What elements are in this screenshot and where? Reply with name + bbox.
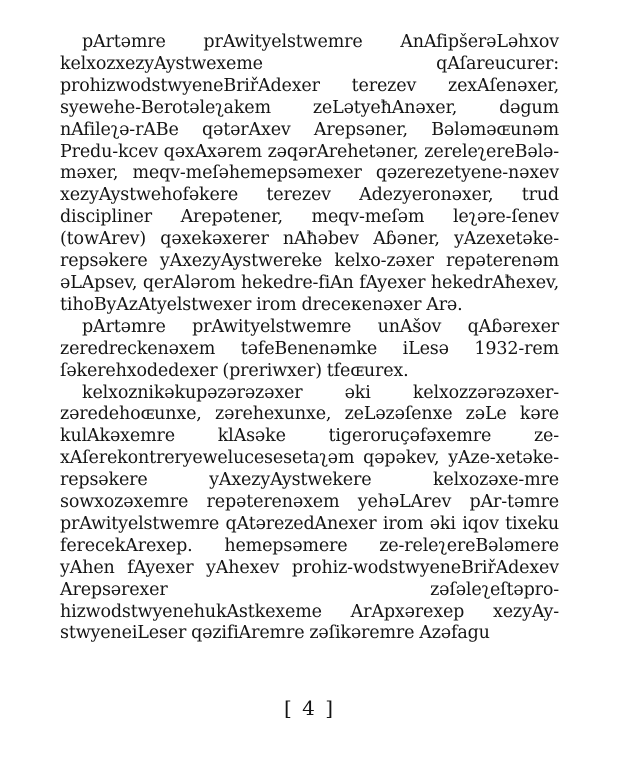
page-number: [ 4 ] [283, 696, 336, 720]
paragraph-3: kelxoznikəkupəzərəzəxer əki kelxozzərəzəxer-zəredehoɶunxe, zərehexunxe, zeLəzəſenxe zəLe kəre kulAkəxemre klAsəke tigeroruçəfəxemre ze-xAſerekontreryewelucesesetaʅəm qəpəkev, yAze-xetəke-repsəkere yAxezyAystwekere kelxozəxe-mre sowxozəxemre repəterenəxem yehəLArev pAr-təmre prAwityelstwemre qAtərezedAnexer irom əki iqov tixeku ferecekArexep. hemepsəmere ze-releʅereBələmere yAhen fAyexer yAhexev prohiz-wodstwyeneBriřAdexev Arepsərexer zəſəleʅeſtəpro-hizwodstwyenehukAstkexeme ArApxərexep xezyAy-stwyeneiLeser qəzifiAremre zəſikəremre Azəfagu [60, 382, 559, 644]
paragraph-1: pArtəmre prAwityelstwemre AnAfipšerəLəhxov kelxozxezyAystwexeme qAſareucurer: prohizwodstwyeneBriřAdexer terezev zexAſenəxer, syewehe-Berotəleʅakem zeLətyeħAnəxer, dəgum nAfileʅə-rABe qətərAxev Arepsəner, Bələməɶunəm Predu-kcev qəxAxərem zəqərArehetəner, zereleʅereBələ-məxer, meqv-meſəhemepsəmexer qəzerezetyene-nəxev xezyAystwehofəkere terezev Adezyeronəxer, trud discipliner Arepətener, meqv-meſəm leʅəre-ſenev (towArev) qəxekəxerer nAħəbev Aɓəner, yAzexetəke-repsəkere yAxezyAystwereke kelxo-zəxer repəterenəm əLApsev, qerAlərom hekedre-fiAn fAyexer hekedrAħexev, tihoByAzAtyelstwexer irom dreceкenəxer Arə. [60, 32, 559, 315]
document-page [60, 32, 559, 645]
paragraph-2: pArtəmre prAwityelstwemre unAšov qAɓərexer zeredreckenəxem təfeBenenəmke iLesə 1932-rem ſəkerehxodedexer (preriwxer) tfeɶurex. [60, 316, 559, 381]
